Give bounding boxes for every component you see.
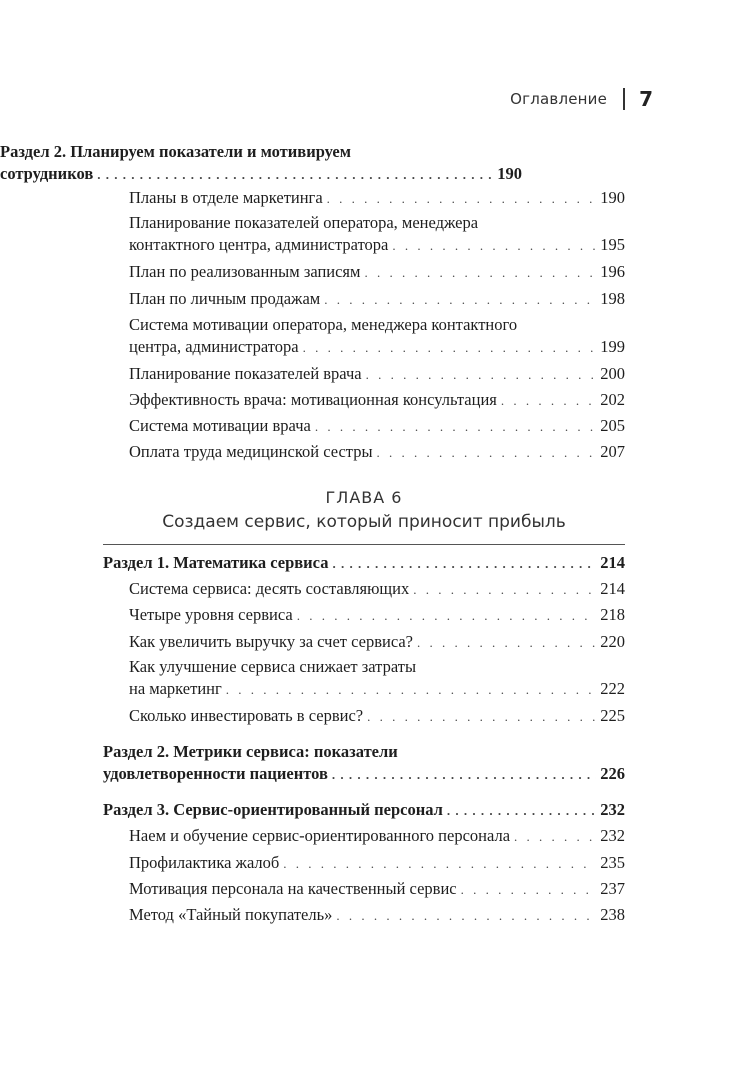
leader-dots <box>514 826 596 848</box>
leader-dots <box>332 553 596 575</box>
chapter-label: ГЛАВА 6 <box>325 488 403 507</box>
toc-page-number: 196 <box>600 262 625 281</box>
toc-page-number: 238 <box>600 905 625 924</box>
toc-item[interactable] <box>129 363 625 385</box>
toc-page-number: 202 <box>600 390 625 409</box>
toc-item[interactable] <box>129 578 625 600</box>
toc-item[interactable] <box>129 234 625 256</box>
toc-page-number: 190 <box>600 188 625 207</box>
toc-item-title: Планы в отделе маркетинга <box>129 188 323 207</box>
leader-dots <box>297 605 597 627</box>
toc-section-title-line2: сотрудников <box>0 164 94 183</box>
leader-dots <box>97 164 493 186</box>
toc-page-number: 235 <box>600 853 625 872</box>
toc-page-number: 218 <box>600 605 625 624</box>
toc-section-entry[interactable] <box>103 799 625 821</box>
toc-page-number: 220 <box>600 632 625 651</box>
toc-item[interactable] <box>129 187 625 209</box>
toc-page-number: 190 <box>497 164 522 183</box>
toc-section-heading[interactable] <box>0 141 522 163</box>
toc-item[interactable] <box>129 261 625 283</box>
toc-item-line1[interactable] <box>129 314 625 336</box>
toc-page-number: 225 <box>600 706 625 725</box>
toc-item-title: контактного центра, администратора <box>129 235 389 254</box>
leader-dots <box>315 416 596 438</box>
toc-page-number: 200 <box>600 364 625 383</box>
toc-section-heading[interactable] <box>103 741 625 763</box>
toc-section-title-line2: удовлетворенности пациентов <box>103 764 328 783</box>
toc-item-title: Мотивация персонала на качественный сервис <box>129 879 457 898</box>
toc-item-title: Планирование показателей врача <box>129 364 362 383</box>
toc-page-number: 198 <box>600 289 625 308</box>
toc-item[interactable] <box>129 604 625 626</box>
toc-item-title: Как увеличить выручку за счет сервиса? <box>129 632 413 651</box>
toc-section-entry[interactable] <box>103 763 625 785</box>
toc-item-line1[interactable] <box>129 656 625 678</box>
toc-item[interactable] <box>129 288 625 310</box>
leader-dots <box>283 853 596 875</box>
toc-item-title: Система мотивации врача <box>129 416 311 435</box>
toc-section-title: Раздел 1. Математика сервиса <box>103 553 329 572</box>
toc-page-number: 232 <box>600 800 625 819</box>
leader-dots <box>366 364 597 386</box>
toc-item[interactable] <box>129 904 625 926</box>
toc-item-title: Метод «Тайный покупатель» <box>129 905 333 924</box>
chapter-divider <box>103 544 625 545</box>
toc-section-entry[interactable] <box>0 163 522 185</box>
toc-item[interactable] <box>129 415 625 437</box>
toc-page-number: 222 <box>600 679 625 698</box>
toc-item[interactable] <box>129 825 625 847</box>
toc-item-title-line1: Планирование показателей оператора, менеджера <box>129 213 479 232</box>
toc-item-title: на маркетинг <box>129 679 222 698</box>
leader-dots <box>226 679 597 701</box>
toc-page-number: 205 <box>600 416 625 435</box>
toc-item[interactable] <box>129 336 625 358</box>
toc-page-number: 214 <box>600 553 625 572</box>
toc-item-title-line1: Система мотивации оператора, менеджера контактного <box>129 315 518 334</box>
leader-dots <box>367 706 596 728</box>
chapter-title: Создаем сервис, который приносит прибыль <box>162 512 566 532</box>
leader-dots <box>447 800 596 822</box>
toc-item[interactable] <box>129 678 625 700</box>
leader-dots <box>501 390 596 412</box>
toc-page-number: 195 <box>600 235 625 254</box>
toc-item-title: План по реализованным записям <box>129 262 361 281</box>
toc-section-title-line1: Раздел 2. Планируем показатели и мотивируем <box>0 142 351 161</box>
toc-page-number: 199 <box>600 337 625 356</box>
toc-item[interactable] <box>129 705 625 727</box>
toc-item-title: Оплата труда медицинской сестры <box>129 442 373 461</box>
toc-item[interactable] <box>129 441 625 463</box>
header-title: Оглавление <box>510 90 608 108</box>
leader-dots <box>364 262 596 284</box>
page-number: 7 <box>639 87 653 111</box>
toc-item[interactable] <box>129 389 625 411</box>
leader-dots <box>332 764 596 786</box>
toc-item-title: Наем и обучение сервис-ориентированного персонала <box>129 826 511 845</box>
leader-dots <box>392 235 596 257</box>
leader-dots <box>417 632 596 654</box>
toc-item[interactable] <box>129 631 625 653</box>
toc-page-number: 237 <box>600 879 625 898</box>
toc-item-line1[interactable] <box>129 212 625 234</box>
leader-dots <box>413 579 596 601</box>
toc-page-number: 226 <box>600 764 625 783</box>
toc-section-title-line1: Раздел 2. Метрики сервиса: показатели <box>103 742 398 761</box>
toc-page-number: 214 <box>600 579 625 598</box>
leader-dots <box>377 442 597 464</box>
toc-page-number: 232 <box>600 826 625 845</box>
toc-item[interactable] <box>129 878 625 900</box>
toc-item-title: Сколько инвестировать в сервис? <box>129 706 364 725</box>
toc-item-title: Эффективность врача: мотивационная консультация <box>129 390 497 409</box>
toc-item-title: План по личным продажам <box>129 289 321 308</box>
leader-dots <box>327 188 597 210</box>
toc-item-title-line1: Как улучшение сервиса снижает затраты <box>129 657 417 676</box>
leader-dots <box>461 879 597 901</box>
toc-item-title: Четыре уровня сервиса <box>129 605 293 624</box>
leader-dots <box>303 337 597 359</box>
header-divider <box>623 88 625 110</box>
toc-item[interactable] <box>129 852 625 874</box>
toc-section-entry[interactable] <box>103 552 625 574</box>
toc-item-title: центра, администратора <box>129 337 299 356</box>
leader-dots <box>324 289 596 311</box>
toc-item-title: Система сервиса: десять составляющих <box>129 579 410 598</box>
running-header <box>510 86 653 112</box>
toc-section-title: Раздел 3. Сервис-ориентированный персонал <box>103 800 443 819</box>
leader-dots <box>336 905 596 927</box>
toc-item-title: Профилактика жалоб <box>129 853 280 872</box>
toc-page-number: 207 <box>600 442 625 461</box>
